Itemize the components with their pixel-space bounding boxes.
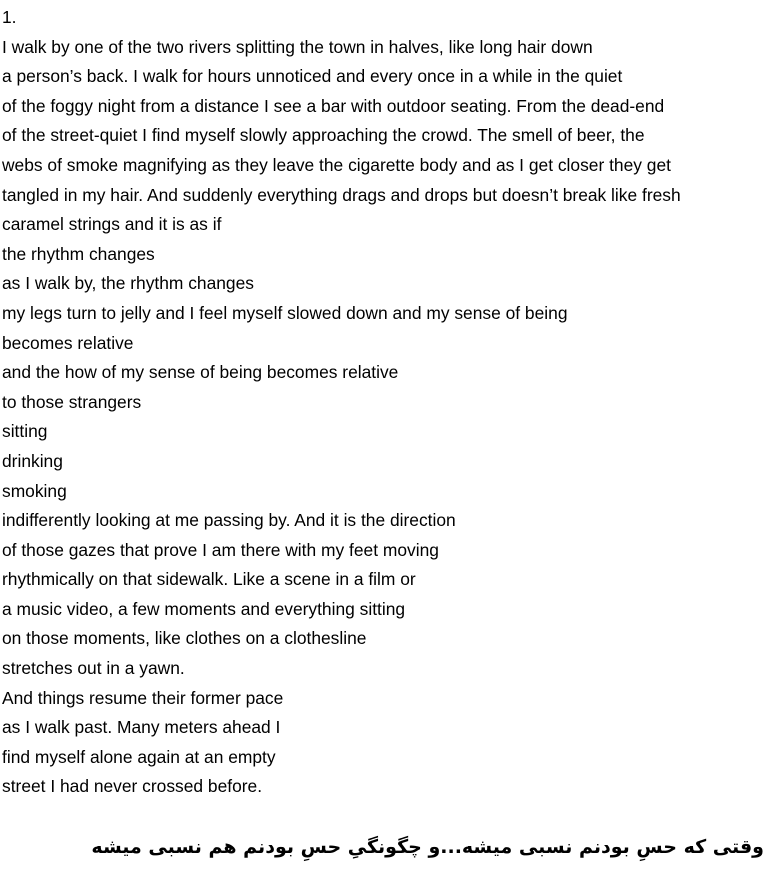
poem-line: my legs turn to jelly and I feel myself slowed down and my sense of being xyxy=(2,302,568,323)
poem-line: of the foggy night from a distance I see a bar with outdoor seating. From the dead-end xyxy=(2,95,665,116)
poem-line: a person’s back. I walk for hours unnoticed and every once in a while in the quiet xyxy=(2,66,623,87)
poem-line: find myself alone again at an empty xyxy=(2,746,276,767)
poem-line: rhythmically on that sidewalk. Like a scene in a film or xyxy=(2,569,416,590)
poem-line: smoking xyxy=(2,480,67,501)
poem-line: the rhythm changes xyxy=(2,243,155,264)
poem-line: stretches out in a yawn. xyxy=(2,658,185,679)
poem-line: tangled in my hair. And suddenly everything drags and drops but doesn’t break like fresh xyxy=(2,184,681,205)
poem-line: on those moments, like clothes on a clothesline xyxy=(2,628,367,649)
poem-line: and the how of my sense of being becomes relative xyxy=(2,362,399,383)
poem-line: And things resume their former pace xyxy=(2,687,284,708)
poem-line: I walk by one of the two rivers splitting the town in halves, like long hair down xyxy=(2,36,593,57)
poem-line: becomes relative xyxy=(2,332,134,353)
poem-line: sitting xyxy=(2,421,48,442)
poem-line: as I walk by, the rhythm changes xyxy=(2,273,254,294)
poem-body xyxy=(2,3,766,802)
poem-line: street I had never crossed before. xyxy=(2,776,263,797)
persian-line: وقتی که حسِ بودنم نسبی میشه...و چگونگیِ حسِ بودنم هم نسبی میشه xyxy=(91,836,764,858)
poem-line: as I walk past. Many meters ahead I xyxy=(2,717,281,738)
poem-line: of those gazes that prove I am there with my feet moving xyxy=(2,539,439,560)
poem-line: a music video, a few moments and everything sitting xyxy=(2,598,406,619)
section-number: 1. xyxy=(2,7,17,27)
poem-line: to those strangers xyxy=(2,391,142,412)
poem-line: webs of smoke magnifying as they leave the cigarette body and as I get closer they get xyxy=(2,154,671,175)
poem-line: caramel strings and it is as if xyxy=(2,214,222,235)
poem-line: drinking xyxy=(2,450,63,471)
poem-line: of the street-quiet I find myself slowly approaching the crowd. The smell of beer, the xyxy=(2,125,645,146)
poem-line: indifferently looking at me passing by. And it is the direction xyxy=(2,510,456,531)
